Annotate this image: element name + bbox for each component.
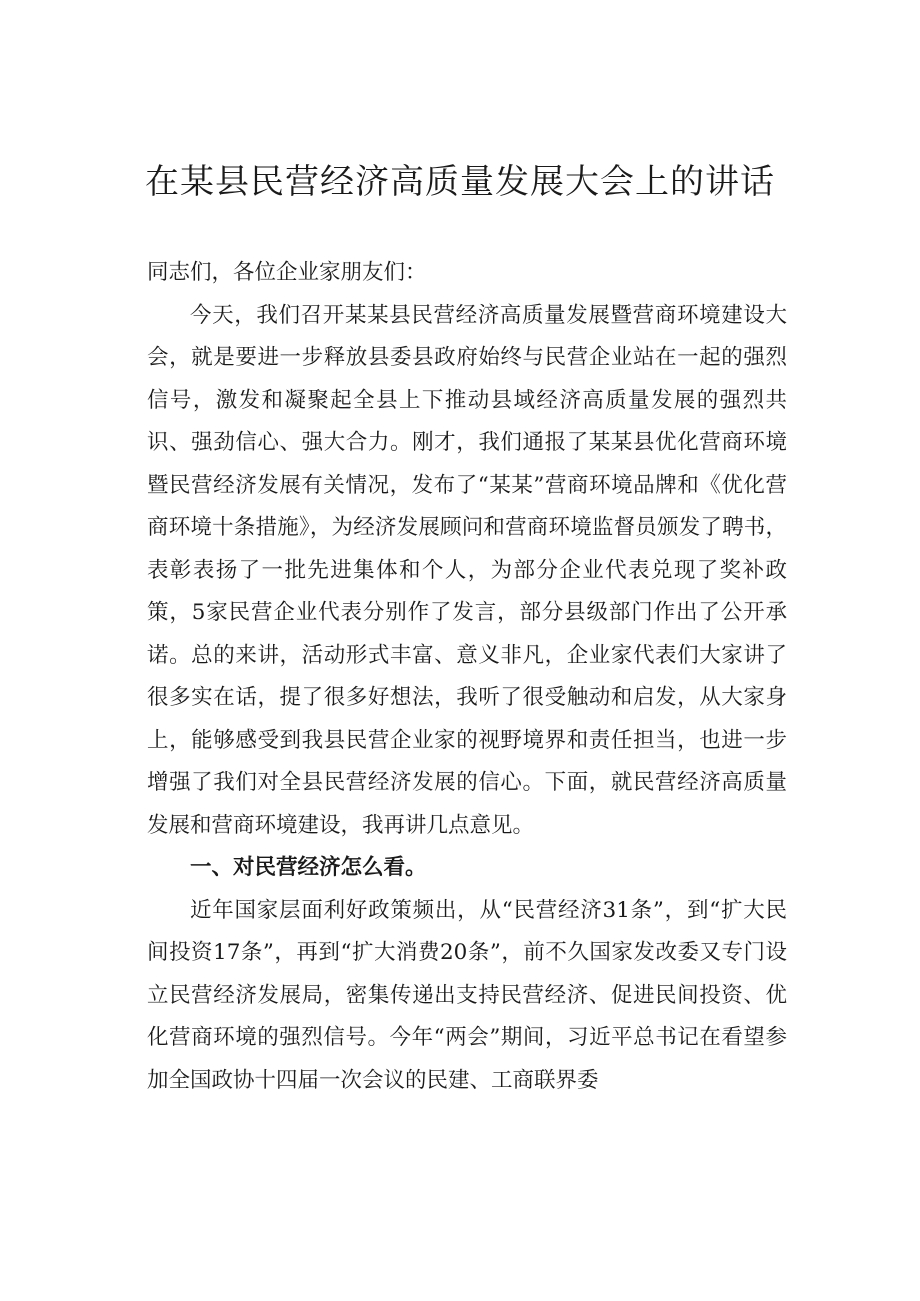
document-title: 在某县民营经济高质量发展大会上的讲话 [145, 162, 775, 202]
document-body [147, 252, 787, 1102]
paragraph-opening: 今天，我们召开某某县民营经济高质量发展暨营商环境建设大会，就是要进一步释放县委县政府始终与民营企业站在一起的强烈信号，激发和凝聚起全县上下推动县域经济高质量发展的强烈共识、强劲信心、强大合力。刚才，我们通报了某某县优化营商环境暨民营经济发展有关情况，发布了“某某”营商环境品牌和《优化营商环境十条措施》，为经济发展顾问和营商环境监督员颁发了聘书，表彰表扬了一批先进集体和个人，为部分企业代表兑现了奖补政策，5家民营企业代表分别作了发言，部分县级部门作出了公开承诺。总的来讲，活动形式丰富、意义非凡，企业家代表们大家讲了很多实在话，提了很多好想法，我听了很受触动和启发，从大家身上，能够感受到我县民营企业家的视野境界和责任担当，也进一步增强了我们对全县民营经济发展的信心。下面，就民营经济高质量发展和营商环境建设，我再讲几点意见。 [147, 302, 787, 838]
section-heading: 一、对民营经济怎么看。 [190, 855, 427, 880]
salutation: 同志们，各位企业家朋友们： [147, 260, 427, 285]
paragraph-policy: 近年国家层面利好政策频出，从“民营经济31条”，到“扩大民间投资17条”，再到“扩大消费20条”，前不久国家发改委又专门设立民营经济发展局，密集传递出支持民营经济、促进民间投资、优化营商环境的强烈信号。今年“两会”期间，习近平总书记在看望参加全国政协十四届一次会议的民建、工商联界委 [147, 897, 787, 1093]
